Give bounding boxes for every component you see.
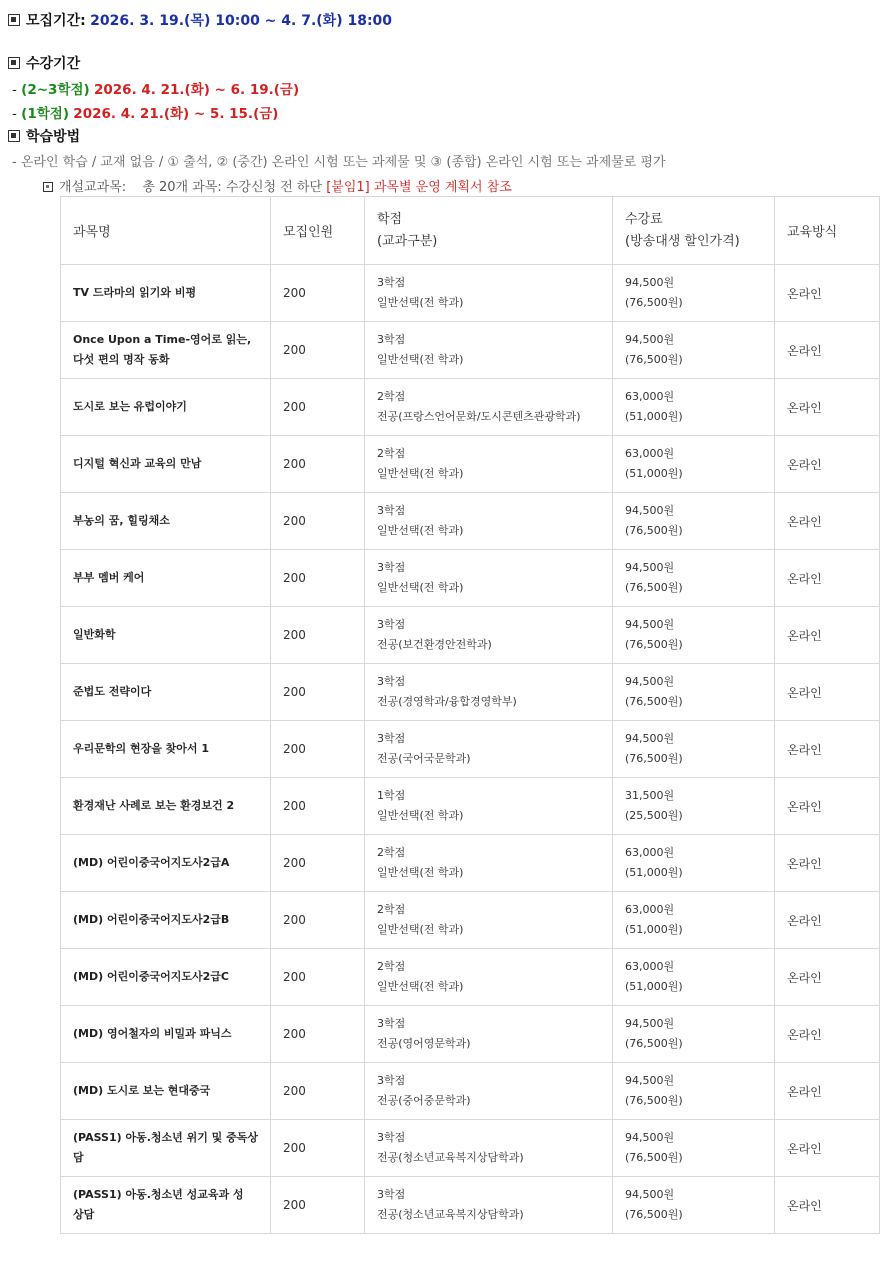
capacity-cell: 200 xyxy=(271,1063,365,1120)
period-heading xyxy=(8,53,80,73)
mode-cell: 온라인 xyxy=(775,949,880,1006)
capacity-cell: 200 xyxy=(271,1006,365,1063)
course-type: 일반선택(전 학과) xyxy=(377,296,464,309)
mode-cell: 온라인 xyxy=(775,835,880,892)
fee-discount: (76,500원) xyxy=(625,353,683,366)
credit-value: 3학점 xyxy=(377,561,406,574)
course-name-cell xyxy=(61,1006,271,1063)
mode-cell: 온라인 xyxy=(775,1177,880,1234)
fee-value: 94,500원 xyxy=(625,276,675,289)
course-name-cont: 상담 xyxy=(73,1208,95,1221)
fee-cell xyxy=(613,322,775,379)
course-type: 일반선택(전 학과) xyxy=(377,923,464,936)
fee-discount: (51,000원) xyxy=(625,410,683,423)
mode-cell: 온라인 xyxy=(775,1006,880,1063)
table-row xyxy=(61,1006,880,1063)
fee-cell xyxy=(613,721,775,778)
course-name-cell xyxy=(61,379,271,436)
courses-line xyxy=(43,176,512,195)
credit-value: 3학점 xyxy=(377,675,406,688)
square-bullet-icon xyxy=(8,130,20,142)
courses-text: 총 20개 과목: 수강신청 전 하단 xyxy=(142,180,323,195)
table-row xyxy=(61,322,880,379)
fee-discount: (51,000원) xyxy=(625,866,683,879)
course-name-cell xyxy=(61,436,271,493)
course-table xyxy=(60,196,880,1234)
fee-value: 94,500원 xyxy=(625,1017,675,1030)
mode-cell: 온라인 xyxy=(775,721,880,778)
mode-cell: 온라인 xyxy=(775,607,880,664)
course-type: 전공(경영학과/융합경영학부) xyxy=(377,695,517,708)
course-name: 일반화학 xyxy=(73,628,116,641)
capacity-cell: 200 xyxy=(271,265,365,322)
credit-value: 3학점 xyxy=(377,1017,406,1030)
course-name: 우리문학의 현장을 찾아서 1 xyxy=(73,742,210,755)
course-name-cont: 다섯 편의 명작 동화 xyxy=(73,353,170,366)
credit-cell xyxy=(365,721,613,778)
fee-value: 63,000원 xyxy=(625,846,675,859)
credit-cell xyxy=(365,1120,613,1177)
course-type: 전공(청소년교육복지상담학과) xyxy=(377,1151,524,1164)
credit-header-line1: 학점 xyxy=(377,211,403,227)
capacity-cell: 200 xyxy=(271,835,365,892)
course-name-cell xyxy=(61,265,271,322)
credit-value: 2학점 xyxy=(377,903,406,916)
course-name-cell xyxy=(61,1120,271,1177)
credit-cell xyxy=(365,322,613,379)
fee-value: 94,500원 xyxy=(625,504,675,517)
fee-cell xyxy=(613,436,775,493)
capacity-cell: 200 xyxy=(271,949,365,1006)
table-row xyxy=(61,835,880,892)
fee-header-line2: (방송대생 할인가격) xyxy=(625,233,740,249)
capacity-cell: 200 xyxy=(271,493,365,550)
course-type: 일반선택(전 학과) xyxy=(377,581,464,594)
credit-cell xyxy=(365,892,613,949)
table-row xyxy=(61,778,880,835)
course-name: (MD) 도시로 보는 현대중국 xyxy=(73,1084,211,1097)
mode-cell: 온라인 xyxy=(775,892,880,949)
period-heading-text: 수강기간 xyxy=(26,56,81,72)
credit-cell xyxy=(365,379,613,436)
table-row xyxy=(61,436,880,493)
fee-cell xyxy=(613,835,775,892)
credit-cell xyxy=(365,835,613,892)
table-row xyxy=(61,949,880,1006)
table-row xyxy=(61,550,880,607)
fee-discount: (76,500원) xyxy=(625,695,683,708)
credit-value: 3학점 xyxy=(377,276,406,289)
credit-cell xyxy=(365,493,613,550)
fee-value: 63,000원 xyxy=(625,447,675,460)
method-line: - 온라인 학습 / 교재 없음 / ① 출석, ② (중간) 온라인 시험 또는 과제물 및 ③ (종합) 온라인 시험 또는 과제물로 평가 xyxy=(12,155,666,170)
method-heading xyxy=(8,126,80,146)
credit-value: 3학점 xyxy=(377,333,406,346)
course-name: 부농의 꿈, 힐링채소 xyxy=(73,514,170,527)
course-name-cont: 담 xyxy=(73,1151,84,1164)
table-row xyxy=(61,1120,880,1177)
fee-discount: (51,000원) xyxy=(625,980,683,993)
credit-cell xyxy=(365,265,613,322)
fee-value: 94,500원 xyxy=(625,1188,675,1201)
fee-cell xyxy=(613,1063,775,1120)
course-type: 일반선택(전 학과) xyxy=(377,353,464,366)
mode-cell: 온라인 xyxy=(775,379,880,436)
course-name-cell xyxy=(61,1063,271,1120)
fee-cell xyxy=(613,1177,775,1234)
fee-value: 94,500원 xyxy=(625,1131,675,1144)
credit-cell xyxy=(365,949,613,1006)
mode-cell: 온라인 xyxy=(775,1120,880,1177)
capacity-cell: 200 xyxy=(271,607,365,664)
fee-value: 63,000원 xyxy=(625,960,675,973)
table-row xyxy=(61,493,880,550)
credit-value: 3학점 xyxy=(377,1188,406,1201)
period-prefix: - xyxy=(12,106,22,122)
capacity-cell: 200 xyxy=(271,436,365,493)
square-bullet-icon xyxy=(43,182,53,192)
course-type: 전공(중어중문학과) xyxy=(377,1094,471,1107)
mode-cell: 온라인 xyxy=(775,550,880,607)
fee-cell xyxy=(613,265,775,322)
credit-value: 1학점 xyxy=(377,789,406,802)
table-row xyxy=(61,607,880,664)
fee-discount: (76,500원) xyxy=(625,638,683,651)
fee-header-line1: 수강료 xyxy=(625,211,663,227)
square-bullet-icon xyxy=(8,14,20,26)
fee-cell xyxy=(613,664,775,721)
capacity-cell: 200 xyxy=(271,1177,365,1234)
courses-label: 개설교과목: xyxy=(59,180,127,195)
credit-value: 2학점 xyxy=(377,390,406,403)
credit-header-line2: (교과구분) xyxy=(377,233,438,249)
credit-cell xyxy=(365,1006,613,1063)
fee-cell xyxy=(613,493,775,550)
capacity-cell: 200 xyxy=(271,721,365,778)
course-name-cell xyxy=(61,1177,271,1234)
credit-value: 3학점 xyxy=(377,732,406,745)
fee-value: 94,500원 xyxy=(625,732,675,745)
mode-cell: 온라인 xyxy=(775,265,880,322)
col-header-mode: 교육방식 xyxy=(775,197,880,265)
fee-discount: (76,500원) xyxy=(625,524,683,537)
fee-value: 94,500원 xyxy=(625,1074,675,1087)
table-row xyxy=(61,892,880,949)
capacity-cell: 200 xyxy=(271,778,365,835)
fee-discount: (51,000원) xyxy=(625,923,683,936)
fee-discount: (76,500원) xyxy=(625,581,683,594)
course-name-cell xyxy=(61,493,271,550)
credit-cell xyxy=(365,1063,613,1120)
fee-discount: (76,500원) xyxy=(625,752,683,765)
period-tag: (2~3학점) xyxy=(21,82,90,98)
capacity-cell: 200 xyxy=(271,550,365,607)
course-type: 전공(프랑스언어문화/도시콘텐츠관광학과) xyxy=(377,410,581,423)
credit-cell xyxy=(365,550,613,607)
fee-discount: (51,000원) xyxy=(625,467,683,480)
course-name-cell xyxy=(61,721,271,778)
course-name: 도시로 보는 유럽이야기 xyxy=(73,400,187,413)
fee-discount: (76,500원) xyxy=(625,1208,683,1221)
credit-value: 3학점 xyxy=(377,1131,406,1144)
fee-value: 94,500원 xyxy=(625,675,675,688)
credit-cell xyxy=(365,664,613,721)
table-row xyxy=(61,379,880,436)
period-line-1 xyxy=(12,78,299,98)
credit-cell xyxy=(365,607,613,664)
col-header-capacity: 모집인원 xyxy=(271,197,365,265)
capacity-cell: 200 xyxy=(271,664,365,721)
credit-value: 2학점 xyxy=(377,447,406,460)
mode-cell: 온라인 xyxy=(775,664,880,721)
course-name: (PASS1) 아동.청소년 성교육과 성 xyxy=(73,1188,244,1201)
fee-cell xyxy=(613,892,775,949)
table-header-row xyxy=(61,197,880,265)
credit-value: 3학점 xyxy=(377,504,406,517)
period-value: 2026. 4. 21.(화) ~ 5. 15.(금) xyxy=(73,106,279,122)
course-type: 전공(영어영문학과) xyxy=(377,1037,471,1050)
period-value: 2026. 4. 21.(화) ~ 6. 19.(금) xyxy=(94,82,300,98)
fee-cell xyxy=(613,379,775,436)
col-header-name: 과목명 xyxy=(61,197,271,265)
period-tag: (1학점) xyxy=(21,106,69,122)
recruit-value: 2026. 3. 19.(목) 10:00 ~ 4. 7.(화) 18:00 xyxy=(90,13,393,29)
capacity-cell: 200 xyxy=(271,379,365,436)
credit-value: 2학점 xyxy=(377,960,406,973)
fee-cell xyxy=(613,949,775,1006)
mode-cell: 온라인 xyxy=(775,436,880,493)
course-name: (MD) 어린이중국어지도사2급A xyxy=(73,856,230,869)
table-row xyxy=(61,265,880,322)
fee-cell xyxy=(613,550,775,607)
credit-value: 2학점 xyxy=(377,846,406,859)
fee-cell xyxy=(613,1120,775,1177)
course-type: 일반선택(전 학과) xyxy=(377,980,464,993)
fee-value: 63,000원 xyxy=(625,903,675,916)
course-type: 전공(국어국문학과) xyxy=(377,752,471,765)
course-name: 부부 멤버 케어 xyxy=(73,571,145,584)
course-name: (MD) 영어철자의 비밀과 파닉스 xyxy=(73,1027,232,1040)
table-row xyxy=(61,1063,880,1120)
fee-discount: (76,500원) xyxy=(625,1094,683,1107)
fee-value: 94,500원 xyxy=(625,333,675,346)
course-type: 전공(보건환경안전학과) xyxy=(377,638,492,651)
recruit-period-line xyxy=(8,10,392,30)
credit-value: 3학점 xyxy=(377,1074,406,1087)
course-type: 전공(청소년교육복지상담학과) xyxy=(377,1208,524,1221)
mode-cell: 온라인 xyxy=(775,1063,880,1120)
course-name-cell xyxy=(61,607,271,664)
course-name: Once Upon a Time-영어로 읽는, xyxy=(73,333,252,346)
fee-value: 31,500원 xyxy=(625,789,675,802)
course-name: 디지털 혁신과 교육의 만남 xyxy=(73,457,202,470)
course-type: 일반선택(전 학과) xyxy=(377,809,464,822)
fee-cell xyxy=(613,778,775,835)
period-prefix: - xyxy=(12,82,22,98)
mode-cell: 온라인 xyxy=(775,322,880,379)
fee-value: 94,500원 xyxy=(625,561,675,574)
course-name: 환경재난 사례로 보는 환경보건 2 xyxy=(73,799,235,812)
method-heading-text: 학습방법 xyxy=(26,129,81,145)
period-line-2 xyxy=(12,102,278,122)
course-name: TV 드라마의 읽기와 비평 xyxy=(73,286,197,299)
mode-cell: 온라인 xyxy=(775,493,880,550)
course-type: 일반선택(전 학과) xyxy=(377,866,464,879)
course-name-cell xyxy=(61,835,271,892)
col-header-fee xyxy=(613,197,775,265)
course-name-cell xyxy=(61,664,271,721)
col-header-credit xyxy=(365,197,613,265)
credit-cell xyxy=(365,1177,613,1234)
course-name: (MD) 어린이중국어지도사2급B xyxy=(73,913,230,926)
fee-discount: (25,500원) xyxy=(625,809,683,822)
credit-cell xyxy=(365,436,613,493)
fee-cell xyxy=(613,607,775,664)
capacity-cell: 200 xyxy=(271,322,365,379)
table-row xyxy=(61,664,880,721)
fee-value: 63,000원 xyxy=(625,390,675,403)
course-name-cell xyxy=(61,550,271,607)
credit-value: 3학점 xyxy=(377,618,406,631)
course-name-cell xyxy=(61,949,271,1006)
fee-discount: (76,500원) xyxy=(625,1151,683,1164)
course-type: 일반선택(전 학과) xyxy=(377,524,464,537)
course-name-cell xyxy=(61,892,271,949)
courses-ref: [붙임1] 과목별 운영 계획서 참조 xyxy=(326,180,512,195)
course-name-cell xyxy=(61,778,271,835)
mode-cell: 온라인 xyxy=(775,778,880,835)
fee-discount: (76,500원) xyxy=(625,1037,683,1050)
course-type: 일반선택(전 학과) xyxy=(377,467,464,480)
fee-cell xyxy=(613,1006,775,1063)
capacity-cell: 200 xyxy=(271,892,365,949)
table-row xyxy=(61,1177,880,1234)
course-name: (PASS1) 아동.청소년 위기 및 중독상 xyxy=(73,1131,259,1144)
table-row xyxy=(61,721,880,778)
capacity-cell: 200 xyxy=(271,1120,365,1177)
course-name: 준법도 전략이다 xyxy=(73,685,152,698)
credit-cell xyxy=(365,778,613,835)
course-name: (MD) 어린이중국어지도사2급C xyxy=(73,970,229,983)
course-name-cell xyxy=(61,322,271,379)
square-bullet-icon xyxy=(8,57,20,69)
fee-discount: (76,500원) xyxy=(625,296,683,309)
recruit-label: 모집기간: xyxy=(26,13,86,29)
fee-value: 94,500원 xyxy=(625,618,675,631)
